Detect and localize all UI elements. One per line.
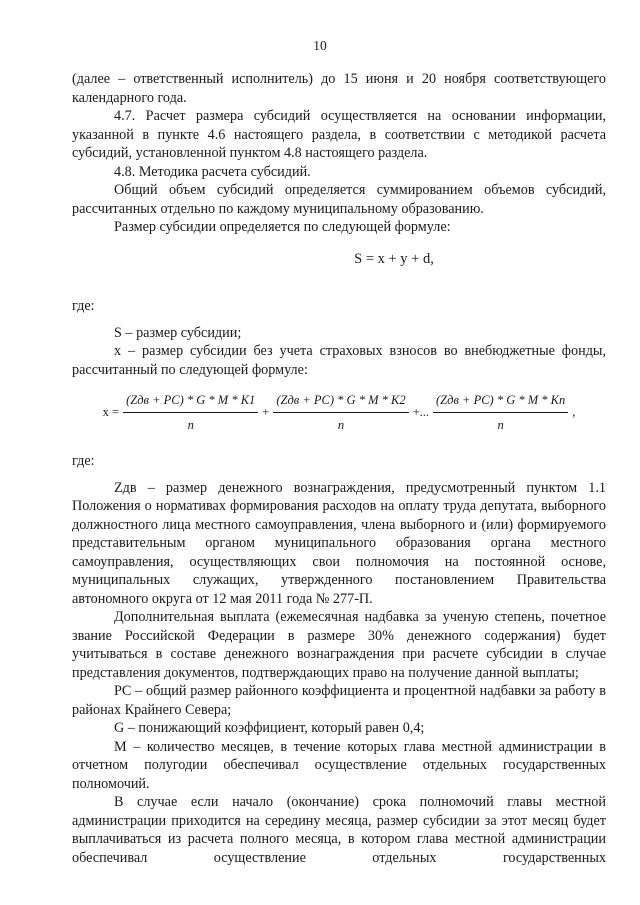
- paragraph-4-8-heading: 4.8. Методика расчета субсидий.: [114, 163, 311, 180]
- definition-g: G – понижающий коэффициент, который равен 0,4;: [114, 720, 425, 736]
- term-2-numerator: (Zдв + PC) * G * M * K2: [273, 391, 408, 413]
- paragraph-formula-intro: Размер субсидии определяется по следующей формуле:: [114, 219, 451, 235]
- definition-zdv: Zдв – размер денежного вознаграждения, предусмотренный пунктом 1.1 Положения о нормативах формирования расходов на оплату труда депутата, выборного должностного лица местного самоуправления, члена выборного и (или) формируемого представительным органом муниципального образования органа местного самоуправления, осуществляющих свои полномочия на постоянной основе, муниципальных служащих, утвержденного постановлением Правительства автономного округа от 12 мая 2011 года № 277-П.: [72, 479, 606, 607]
- formula-term-2: [273, 391, 408, 434]
- formula-term-n: [433, 391, 568, 434]
- term-1-numerator: (Zдв + PC) * G * M * K1: [123, 391, 258, 413]
- page-number: 10: [313, 38, 327, 53]
- definition-x: x – размер субсидии без учета страховых взносов во внебюджетные фонды, рассчитанный по следующей формуле:: [72, 343, 606, 378]
- where-label-2: где:: [72, 453, 95, 469]
- formula-x: [72, 391, 606, 434]
- plus-ellipsis: +...: [412, 405, 430, 420]
- formula-x-lhs: x =: [102, 405, 120, 420]
- document-body: [72, 70, 606, 867]
- definition-pc: PC – общий размер районного коэффициента и процентной надбавки за работу в районах Крайнего Севера;: [72, 683, 606, 718]
- formula-term-1: [123, 391, 258, 434]
- paragraph-continuation: (далее – ответственный исполнитель) до 15 июня и 20 ноября соответствующего календарного года.: [72, 71, 606, 106]
- plus-sign: +: [262, 405, 270, 420]
- term-1-denominator: n: [187, 417, 194, 432]
- paragraph-4-7: 4.7. Расчет размера субсидий осуществляется на основании информации, указанной в пункте 4.6 настоящего раздела, в соответствии с методикой расчета субсидий, установленной пунктом 4.8 настоящего раздела.: [72, 108, 606, 161]
- term-n-denominator: n: [497, 417, 504, 432]
- definition-s: S – размер субсидии;: [114, 324, 242, 341]
- term-2-denominator: n: [337, 417, 345, 432]
- paragraph-mid-month-case: В случае если начало (окончание) срока полномочий главы местной администрации приходится на середину месяца, размер субсидии за этот месяц будет выплачиваться из расчета полного месяца, в котором глава местной администрации обеспечивал осуществление отдельных государственных: [72, 794, 606, 866]
- formula-s: S = x + y + d,: [354, 250, 434, 267]
- paragraph-total-volume: Общий объем субсидий определяется суммированием объемов субсидий, рассчитанных отдельно по каждому муниципальному образованию.: [72, 182, 606, 217]
- where-label-1: где:: [72, 298, 95, 314]
- definition-m: M – количество месяцев, в течение которых глава местной администрации в отчетном полугодии обеспечивал осуществление отдельных государственных полномочий.: [72, 738, 606, 792]
- term-n-numerator: (Zдв + PC) * G * M * Kn: [433, 391, 568, 413]
- formula-trailing-comma: ,: [572, 405, 576, 420]
- paragraph-extra-payment: Дополнительная выплата (ежемесячная надбавка за ученую степень, почетное звание Российской Федерации в размере 30% денежного содержания) будет учитываться в составе денежного вознаграждения при расчете субсидии в случае представления документов, подтверждающих право на получение данной выплаты;: [72, 609, 606, 681]
